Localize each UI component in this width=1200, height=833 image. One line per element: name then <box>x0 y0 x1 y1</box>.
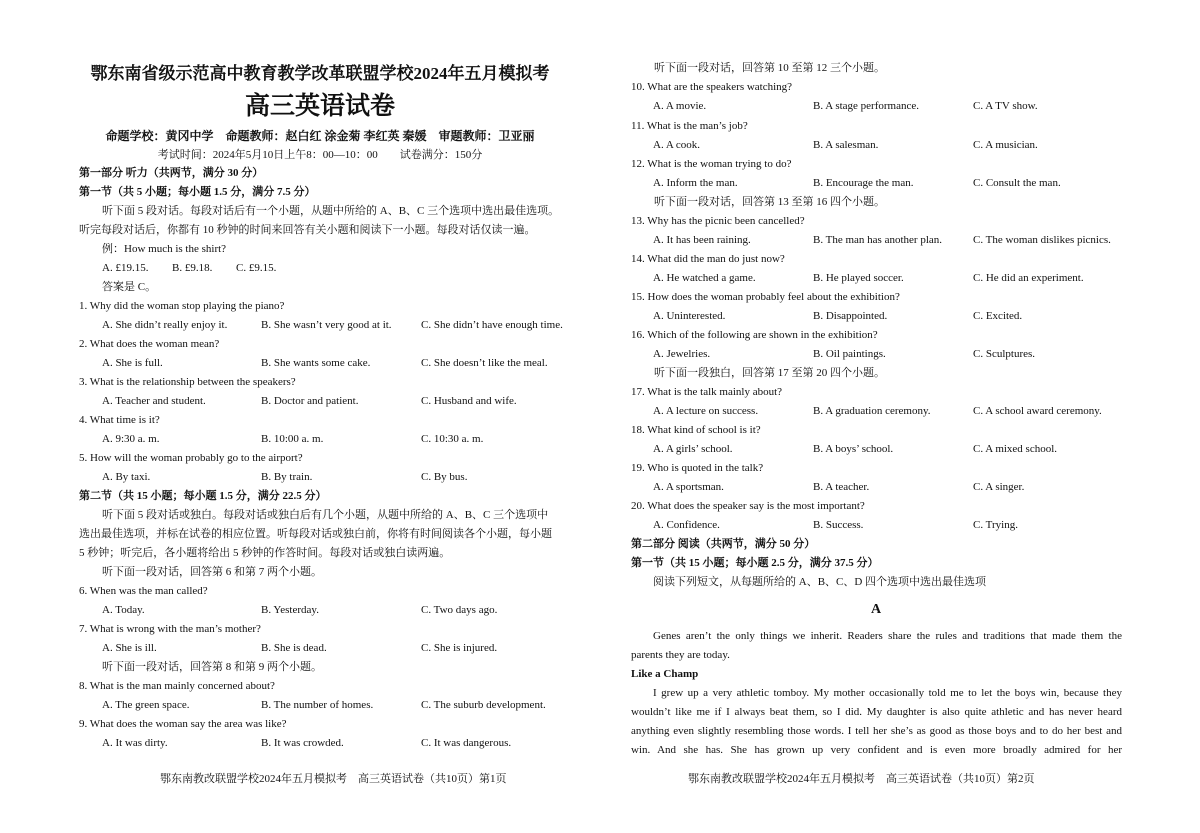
example-option-c: C. £9.15. <box>236 262 277 274</box>
q7-option-a: A. She is ill. <box>102 642 157 654</box>
example-option-a: A. £19.15. <box>102 262 149 274</box>
q2-option-b: B. She wants some cake. <box>261 357 371 369</box>
q8-option-a: A. The green space. <box>102 699 190 711</box>
q7-option-c: C. She is injured. <box>421 642 498 654</box>
q3-option-a: A. Teacher and student. <box>102 395 206 407</box>
q17-option-c: C. A school award ceremony. <box>973 405 1102 417</box>
page-footer: 鄂东南教改联盟学校2024年五月模拟考 高三英语试卷（共10页）第2页 <box>688 773 1035 785</box>
exam-title: 鄂东南省级示范高中教育教学改革联盟学校2024年五月模拟考 <box>90 64 550 83</box>
section3-instructions: 阅读下列短文，从每题所给的 A、B、C、D 四个选项中选出最佳选项 <box>653 576 987 588</box>
q19-option-b: B. A teacher. <box>813 481 870 493</box>
section2-instructions-2: 选出最佳选项，并标在试卷的相应位置。听每段对话或独白前，你将有时间阅读各个小题，每小题 <box>79 528 552 540</box>
section1-instructions-1: 听下面 5 段对话。每段对话后有一个小题，从题中所给的 A、B、C 三个选项中选出最佳选项。 <box>102 205 560 217</box>
q15-option-c: C. Excited. <box>973 310 1023 322</box>
question-12: 12. What is the woman trying to do? <box>631 158 792 170</box>
q17-option-b: B. A graduation ceremony. <box>813 405 931 417</box>
q13-option-b: B. The man has another plan. <box>813 234 943 246</box>
q14-option-a: A. He watched a game. <box>653 272 756 284</box>
question-18: 18. What kind of school is it? <box>631 424 761 436</box>
question-17: 17. What is the talk mainly about? <box>631 386 783 398</box>
q3-option-b: B. Doctor and patient. <box>261 395 359 407</box>
listen-6-7: 听下面一段对话，回答第 6 和第 7 两个小题。 <box>102 566 322 578</box>
q9-option-a: A. It was dirty. <box>102 737 168 749</box>
q4-option-c: C. 10:30 a. m. <box>421 433 484 445</box>
part1-heading: 第一部分 听力（共两节，满分 30 分） <box>79 167 264 179</box>
q3-option-c: C. Husband and wife. <box>421 395 517 407</box>
q4-option-a: A. 9:30 a. m. <box>102 433 160 445</box>
q1-option-c: C. She didn’t have enough time. <box>421 319 563 331</box>
question-9: 9. What does the woman say the area was like? <box>79 718 287 730</box>
q12-option-a: A. Inform the man. <box>653 177 738 189</box>
q18-option-c: C. A mixed school. <box>973 443 1058 455</box>
q16-option-a: A. Jewelries. <box>653 348 711 360</box>
section1-heading: 第一节（共 5 小题；每小题 1.5 分，满分 7.5 分） <box>79 186 316 198</box>
q5-option-a: A. By taxi. <box>102 471 151 483</box>
q19-option-a: A. A sportsman. <box>653 481 724 493</box>
question-10: 10. What are the speakers watching? <box>631 81 793 93</box>
passage-title: Like a Champ <box>631 668 699 680</box>
q10-option-a: A. A movie. <box>653 100 707 112</box>
question-15: 15. How does the woman probably feel about the exhibition? <box>631 291 900 303</box>
section3-heading: 第一节（共 15 小题；每小题 2.5 分，满分 37.5 分） <box>631 557 879 569</box>
q6-option-c: C. Two days ago. <box>421 604 498 616</box>
q11-option-a: A. A cook. <box>653 139 701 151</box>
passage-intro-line-1: Genes aren’t the only things we inherit. Readers share the rules and traditions that made them the <box>653 630 1122 642</box>
question-4: 4. What time is it? <box>79 414 160 426</box>
right-page <box>600 0 1200 833</box>
question-6: 6. When was the man called? <box>79 585 208 597</box>
q10-option-c: C. A TV show. <box>973 100 1038 112</box>
q11-option-c: C. A musician. <box>973 139 1038 151</box>
q7-option-b: B. She is dead. <box>261 642 327 654</box>
q9-option-b: B. It was crowded. <box>261 737 344 749</box>
q14-option-b: B. He played soccer. <box>813 272 904 284</box>
question-3: 3. What is the relationship between the speakers? <box>79 376 296 388</box>
q6-option-b: B. Yesterday. <box>261 604 319 616</box>
q4-option-b: B. 10:00 a. m. <box>261 433 324 445</box>
q5-option-c: C. By bus. <box>421 471 468 483</box>
q15-option-a: A. Uninterested. <box>653 310 726 322</box>
question-2: 2. What does the woman mean? <box>79 338 220 350</box>
q6-option-a: A. Today. <box>102 604 145 616</box>
passage-intro-line-2: parents they are today. <box>631 649 730 661</box>
q1-option-b: B. She wasn’t very good at it. <box>261 319 392 331</box>
q18-option-b: B. A boys’ school. <box>813 443 894 455</box>
question-7: 7. What is wrong with the man’s mother? <box>79 623 261 635</box>
exam-time: 考试时间：2024年5月10日上午8：00—10：00 试卷满分：150分 <box>157 149 483 161</box>
passage-letter: A <box>870 602 882 617</box>
q15-option-b: B. Disappointed. <box>813 310 888 322</box>
q16-option-b: B. Oil paintings. <box>813 348 886 360</box>
listen-13-16: 听下面一段对话，回答第 13 至第 16 四个小题。 <box>654 196 885 208</box>
q13-option-c: C. The woman dislikes picnics. <box>973 234 1111 246</box>
example-answer: 答案是 C。 <box>102 281 157 293</box>
q8-option-b: B. The number of homes. <box>261 699 374 711</box>
q17-option-a: A. A lecture on success. <box>653 405 759 417</box>
example-option-b: B. £9.18. <box>172 262 213 274</box>
q2-option-c: C. She doesn’t like the meal. <box>421 357 548 369</box>
q20-option-b: B. Success. <box>813 519 864 531</box>
listen-17-20: 听下面一段独白，回答第 17 至第 20 四个小题。 <box>654 367 885 379</box>
q13-option-a: A. It has been raining. <box>653 234 751 246</box>
q2-option-a: A. She is full. <box>102 357 163 369</box>
question-1: 1. Why did the woman stop playing the piano? <box>79 300 285 312</box>
exam-subtitle: 高三英语试卷 <box>244 93 395 120</box>
q9-option-c: C. It was dangerous. <box>421 737 512 749</box>
q19-option-c: C. A singer. <box>973 481 1025 493</box>
part2-heading: 第二部分 阅读（共两节，满分 50 分） <box>631 538 816 550</box>
exam-authors: 命题学校：黄冈中学 命题教师：赵白红 涂金菊 李红英 秦媛 审题教师：卫亚丽 <box>105 129 535 143</box>
q20-option-c: C. Trying. <box>973 519 1018 531</box>
question-8: 8. What is the man mainly concerned about? <box>79 680 275 692</box>
section1-instructions-2: 听完每段对话后，你都有 10 秒钟的时间来回答有关小题和阅读下一小题。每段对话仅读一遍。 <box>79 224 536 236</box>
example-question: 例：How much is the shirt? <box>102 243 227 255</box>
question-14: 14. What did the man do just now? <box>631 253 785 265</box>
page-footer: 鄂东南教改联盟学校2024年五月模拟考 高三英语试卷（共10页）第1页 <box>160 773 507 785</box>
q8-option-c: C. The suburb development. <box>421 699 546 711</box>
q5-option-b: B. By train. <box>261 471 313 483</box>
question-20: 20. What does the speaker say is the most important? <box>631 500 865 512</box>
q18-option-a: A. A girls’ school. <box>653 443 733 455</box>
passage-line-2: wouldn’t like me if I always beat them, so I did. My daughter is also quite athletic and has never heard <box>631 706 1122 718</box>
q1-option-a: A. She didn’t really enjoy it. <box>102 319 228 331</box>
listen-10-12: 听下面一段对话，回答第 10 至第 12 三个小题。 <box>654 62 885 74</box>
q16-option-c: C. Sculptures. <box>973 348 1036 360</box>
section2-heading: 第二节（共 15 小题；每小题 1.5 分，满分 22.5 分） <box>79 490 327 502</box>
listen-8-9: 听下面一段对话，回答第 8 和第 9 两个小题。 <box>102 661 322 673</box>
question-5: 5. How will the woman probably go to the airport? <box>79 452 303 464</box>
passage-line-1: I grew up a very athletic tomboy. My mother occasionally told me to let the boys win, because they <box>653 687 1122 699</box>
section2-instructions-1: 听下面 5 段对话或独白。每段对话或独白后有几个小题，从题中所给的 A、B、C 三个选项中 <box>102 509 549 521</box>
passage-line-4: win. And she has. She has grown up very confident and is even more broadly admired for her <box>631 744 1122 756</box>
q10-option-b: B. A stage performance. <box>813 100 919 112</box>
q12-option-c: C. Consult the man. <box>973 177 1061 189</box>
q11-option-b: B. A salesman. <box>813 139 879 151</box>
question-13: 13. Why has the picnic been cancelled? <box>631 215 805 227</box>
q14-option-c: C. He did an experiment. <box>973 272 1084 284</box>
q12-option-b: B. Encourage the man. <box>813 177 914 189</box>
question-11: 11. What is the man’s job? <box>631 120 748 132</box>
question-19: 19. Who is quoted in the talk? <box>631 462 764 474</box>
q20-option-a: A. Confidence. <box>653 519 720 531</box>
passage-line-3: anything even slightly resembling those words. I tell her she’s as good as those boys and to do her best and <box>631 725 1122 737</box>
section2-instructions-3: 5 秒钟；听完后，各小题将给出 5 秒钟的作答时间。每段对话或独白读两遍。 <box>79 547 451 559</box>
question-16: 16. Which of the following are shown in the exhibition? <box>631 329 878 341</box>
